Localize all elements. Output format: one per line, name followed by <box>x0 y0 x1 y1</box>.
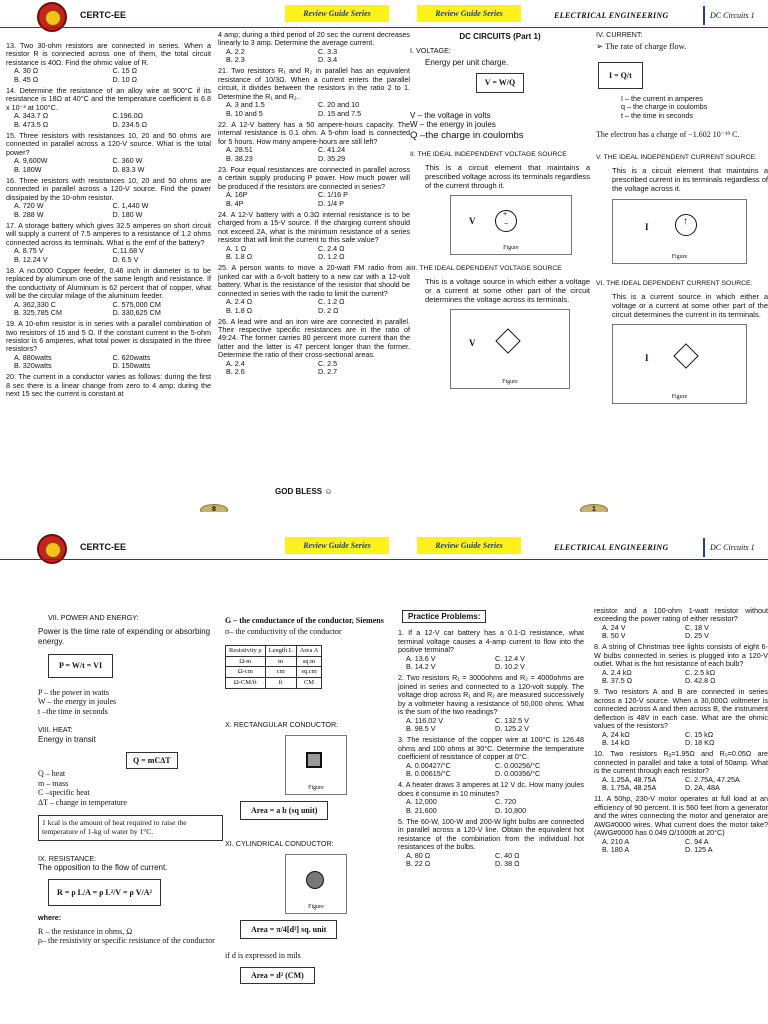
dependent-voltage-figure <box>450 309 570 389</box>
answer-choice: C. 2.75A, 47.25A <box>685 774 740 784</box>
answer-choice: C. 360 W <box>112 156 143 166</box>
cyl-area-formula: Area = π/4[d²] sq. unit <box>240 920 337 939</box>
answer-options <box>218 245 410 262</box>
answer-choice: C. 40 Ω <box>495 850 520 860</box>
answer-choice: C. 132.5 V <box>495 715 529 725</box>
question-item <box>6 222 211 264</box>
answer-choice: D. 10 Ω <box>112 74 138 84</box>
independent-voltage-text: This is a circuit element that maintains a prescribed voltage across its terminals regardless of the current through it. <box>425 162 590 190</box>
conductivity-definition: σ– the conductivity of the conductor <box>225 627 342 637</box>
answer-choice: C. 2.5 kΩ <box>685 667 716 677</box>
figure-caption: Figure <box>308 903 324 910</box>
answer-choice: B. 320watts <box>14 361 52 371</box>
answer-choice: B. 325,785 CM <box>14 308 62 318</box>
answer-options <box>594 776 768 793</box>
table-header-cell: Length L <box>265 645 296 656</box>
table-cell: sq.cm <box>296 667 322 678</box>
answer-choice: C. 1,440 W <box>112 201 149 211</box>
question-text: 4 amp; during a third period of 20 sec the current decreases linearly to 3 amp. Determine the average current. <box>218 30 410 48</box>
table-header-cell: Resistivity ρ <box>226 645 266 656</box>
kcal-note: 1 kcal is the amount of heat required to raise the temperature of 1-kg of water by 1°C. <box>38 815 223 841</box>
answer-choice: C. 41.24 <box>318 145 346 155</box>
question-item <box>218 318 410 377</box>
answer-choice: A. 362,330 C <box>14 299 56 309</box>
answer-choice: A. 24 kΩ <box>602 729 630 739</box>
current-definition: ➢ The rate of charge flow. <box>596 41 687 52</box>
question-text: 3. The resistance of the copper wire at 100°C is 126.48 ohms and 100 ohms at 30°C. Determine the temperature coefficient of resistance of copper at 0°C. <box>398 735 584 762</box>
answer-choice: C. 2.4 Ω <box>318 243 345 253</box>
table-cell: Ω-cm <box>226 667 266 678</box>
notes-column-3 <box>410 32 590 389</box>
answer-choice: D. 150watts <box>112 361 151 371</box>
heading-dependent-voltage-source: III. THE IDEAL DEPENDENT VOLTAGE SOURCE <box>410 265 562 273</box>
answer-choice: A. 3 and 1.5 <box>226 100 265 110</box>
answer-choice: A. 2.2 <box>226 46 245 56</box>
question-item <box>6 267 211 318</box>
voltage-definition: Energy per unit charge. <box>425 57 509 67</box>
answer-options <box>594 624 768 641</box>
heading-power-energy: VII. POWER AND ENERGY: <box>48 613 139 622</box>
answer-choice: A. 80 Ω <box>406 850 431 860</box>
power-def-p: P – the power in watts <box>38 687 110 697</box>
question-text: 4. A heater draws 3 amperes at 12 V dc. How many joules does it consume in 10 minutes? <box>398 780 584 798</box>
question-item <box>398 781 584 815</box>
answer-choice: B. 2.6 <box>226 367 245 377</box>
review-page-bottom <box>0 512 768 1024</box>
answer-choice: A. 28.51 <box>226 145 253 155</box>
figure-current-label: I <box>645 222 649 233</box>
rect-area-formula: Area = a b (sq unit) <box>240 801 328 820</box>
answer-choice: C. 15 Ω <box>112 66 138 76</box>
power-formula: P = W/t = VI <box>48 654 113 677</box>
figure-caption: Figure <box>502 378 518 385</box>
answer-choice: A. 1.25A, 48.75A <box>602 774 657 784</box>
heading-dependent-current-source: VI. THE IDEAL DEPENDENT CURRENT SOURCE: <box>596 280 753 288</box>
series-badge-left: Review Guide Series <box>285 5 389 22</box>
question-item <box>594 795 768 854</box>
answer-options <box>218 146 410 163</box>
power-def-t: t –the time in seconds <box>38 706 108 716</box>
answer-options <box>398 717 584 734</box>
series-badge-right: Review Guide Series <box>417 537 521 554</box>
voltage-def-w: W – the energy in joules <box>410 120 496 130</box>
dependent-voltage-text: This is a voltage source in which either a voltage or a current at some other part of the circuit determines the voltage across its terminals. <box>425 277 590 305</box>
heading-voltage: I. VOLTAGE: <box>410 46 451 56</box>
question-column-2 <box>218 31 410 379</box>
current-formula: I = Q/t <box>598 62 643 89</box>
header-divider <box>703 538 705 557</box>
answer-options <box>6 67 211 84</box>
power-def-w: W – the energy in joules <box>38 697 117 707</box>
question-text: 9. Two resistors A and B are connected in series across a 120-V source. When a 30,000Ω voltmeter is connected across A and then across B, the instrument deflection is 48V in each case. What are the ohmic values of the resistors? <box>594 687 768 731</box>
voltage-formula: V = W/Q <box>476 73 525 92</box>
answer-choice: B. 473.5 Ω <box>14 119 49 129</box>
resistance-def-rho: ρ– the resistivity or specific resistance of the conductor <box>38 936 215 946</box>
question-text: 16. Three resistors with resistances 10, 20 and 50 ohms are connected in parallel across a 120-V source. Find the power dissipated by the 10-ohm resistor. <box>6 175 211 202</box>
topic-title: DC Circuits 1 <box>710 11 755 20</box>
question-item <box>398 736 584 778</box>
current-def-t: t – the time in seconds <box>621 110 693 120</box>
question-item <box>398 818 584 869</box>
heading-resistance: IX. RESISTANCE: <box>38 853 97 863</box>
answer-options <box>218 191 410 208</box>
answer-choice: C.196.0Ω <box>112 111 144 121</box>
topic-title: DC Circuits 1 <box>710 543 755 552</box>
page-header <box>0 0 768 32</box>
figure-caption: Figure <box>671 254 688 261</box>
answer-options <box>218 48 410 65</box>
page-number-left: 8 <box>200 504 228 512</box>
question-text: 22. A 12-V battery has a 50 ampere-hours capacity. The internal resistance is 0.1 ohm. A 5-ohm load is connected for 5 hours. How many ampere-hours are still left? <box>218 119 410 146</box>
answer-choice: B. 50 V <box>602 631 626 641</box>
figure-caption: Figure <box>503 245 519 252</box>
answer-choice: A. 9,600W <box>14 156 48 166</box>
mils-note: if d is expressed in mils <box>225 951 301 961</box>
answer-choice: B. 1.8 Ω <box>226 252 253 262</box>
answer-choice: D. 35.29 <box>318 153 346 163</box>
header-rule <box>0 27 768 28</box>
question-item <box>398 629 584 671</box>
answer-choice: A. 0.00427/°C <box>406 760 451 770</box>
answer-choice: D. 125 A <box>685 845 713 855</box>
answer-choice: A. 210 A <box>602 836 630 846</box>
answer-choice: D. 1/4 P <box>318 198 344 208</box>
independent-current-text: This is a circuit element that maintains a prescribed current in its terminals regardless of the voltage across it. <box>612 165 768 193</box>
table-cell: CM <box>296 677 322 688</box>
answer-choice: C. 12.4 V <box>495 653 525 663</box>
answer-choice: A. 343.7 Ω <box>14 111 49 121</box>
answer-options <box>6 354 211 371</box>
answer-choice: A. 720 W <box>14 201 44 211</box>
question-text: 15. Three resistors with resistances 10, 20 and 50 ohms are connected in parallel across a 120-V source. What is the total power? <box>6 130 211 157</box>
answer-choice: B. 98.5 V <box>406 724 436 734</box>
practice-column-1 <box>398 610 584 871</box>
practice-list-1 <box>398 629 584 868</box>
question-text: 20. The current in a conductor varies as follows: during the first 8 sec there is a linear change from zero to 4 amp; during the next 15 sec the current is constant at <box>6 372 211 399</box>
question-item <box>594 643 768 685</box>
answer-options <box>594 838 768 855</box>
answer-choice: C. 94 A <box>685 836 709 846</box>
answer-choice: B. 14 kΩ <box>602 738 630 748</box>
answer-choice: B. 22 Ω <box>406 859 431 869</box>
rectangular-conductor-figure <box>285 735 347 795</box>
page-number-right: 1 <box>580 504 608 512</box>
header-divider <box>703 6 705 25</box>
answer-choice: B. 14.2 V <box>406 662 436 672</box>
answer-choice: B. 0.00615/°C <box>406 769 451 779</box>
answer-choice: C. 18 V <box>685 622 709 632</box>
figure-voltage-label: V <box>469 337 476 348</box>
answer-options <box>594 731 768 748</box>
section-title: DC CIRCUITS (Part 1) <box>459 32 541 41</box>
independent-current-figure <box>612 199 747 264</box>
answer-choice: A. 116.02 V <box>406 715 444 725</box>
answer-choice: B. 21,600 <box>406 805 437 815</box>
table-cell: Ω-CM/ft <box>226 677 266 688</box>
answer-options <box>218 360 410 377</box>
answer-choice: A. 8.75 V <box>14 246 44 256</box>
answer-choice: B. 1.75A, 48.25A <box>602 783 657 793</box>
answer-options <box>218 101 410 118</box>
answer-choice: D. 0.00356/°C <box>495 769 541 779</box>
dependent-current-figure <box>612 324 747 404</box>
table-header-cell: Area A <box>296 645 322 656</box>
rect-conductor-icon <box>306 752 322 768</box>
answer-choice: B. 10 and 5 <box>226 108 263 118</box>
answer-choice: B. 2.3 <box>226 55 245 65</box>
answer-options <box>594 669 768 686</box>
question-text: 18. A no.0000 Copper feeder, 0.46 inch in diameter is to be replaced by aluminum one of the same length and resistance. If the conductivity of Aluminum is 62 percent that of copper, what will be the circular milage of the aluminum feeder. <box>6 265 211 301</box>
notes-column-2 <box>225 616 393 984</box>
answer-choice: B. 12.24 V <box>14 254 48 264</box>
question-text: 17. A storage battery which gives 32.5 amperes on short circuit will supply a current of 7.5 amperes to a resistance of 1.2 ohms connected across its terminals. What is the emf of the battery? <box>6 220 211 247</box>
series-badge-left: Review Guide Series <box>285 537 389 554</box>
answer-choice: D. 10.2 V <box>495 662 525 672</box>
answer-choice: C. 0.00256/°C <box>495 760 541 770</box>
heat-def-dt: ΔT – change in temperature <box>38 797 127 807</box>
answer-choice: B. 1.8 Ω <box>226 305 253 315</box>
answer-choice: C. 3.3 <box>318 46 338 56</box>
answer-choice: A. 24 V <box>602 622 626 632</box>
practice-column-2 <box>594 607 768 857</box>
answer-choice: D. 18 KΩ <box>685 738 715 748</box>
heading-heat: VIII. HEAT: <box>38 725 73 735</box>
figure-voltage-label: V <box>469 216 476 227</box>
answer-options <box>6 112 211 129</box>
answer-choice: D. 15 and 7.5 <box>318 108 362 118</box>
header-rule <box>0 559 768 560</box>
answer-choice: D. 125.2 V <box>495 724 529 734</box>
question-item <box>398 674 584 733</box>
question-text: 24. A 12-V battery with a 0.3Ω internal resistance is to be charged from a 15-V source. If the charging current should not exceed 2A, what is the minimum resistance of a series resistor that will limit the current to this safe value? <box>218 209 410 245</box>
answer-choice: B. 38.23 <box>226 153 253 163</box>
figure-caption: Figure <box>671 393 688 400</box>
answer-choice: C. 720 <box>495 797 517 807</box>
department-title: ELECTRICAL ENGINEERING <box>554 11 669 20</box>
question-item <box>218 67 410 118</box>
dependent-current-text: This is a current source in which either a voltage or a current at some other part of the circuit determines the current in its terminals. <box>612 292 768 320</box>
answer-choice: C. 2.5 <box>318 358 338 368</box>
answer-choice: D. 83.3 W <box>112 164 145 174</box>
answer-choice: A. 2.4 <box>226 358 245 368</box>
heading-rectangular-conductor: X. RECTANGULAR CONDUCTOR: <box>225 719 339 729</box>
independent-voltage-figure <box>450 195 572 255</box>
answer-choice: D. 330,625 CM <box>112 308 161 318</box>
question-item <box>218 264 410 315</box>
answer-choice: A. 880watts <box>14 352 52 362</box>
answer-choice: B. 180W <box>14 164 42 174</box>
table-cell: m <box>265 656 296 667</box>
resistance-formula: R = ρ L/A = ρ L²/V = ρ V/A² <box>48 879 161 906</box>
question-text: 13. Two 30-ohm resistors are connected in series. When a resistor R is connected across one of them, the total circuit resistance is 40Ω. Find the ohmic value of R. <box>6 41 211 67</box>
answer-choice: B. 45 Ω <box>14 74 39 84</box>
answer-options <box>398 762 584 779</box>
brand-name: CERTC-EE <box>80 542 127 552</box>
table-cell: sq.m <box>296 656 322 667</box>
question-item <box>6 132 211 174</box>
series-badge-right: Review Guide Series <box>417 5 521 22</box>
resistance-def-r: R – the resistance in ohms, Ω <box>38 926 133 936</box>
answer-choice: D. 234.5 Ω <box>112 119 148 129</box>
question-item <box>218 166 410 208</box>
question-item <box>594 688 768 747</box>
current-def-i: I – the current in amperes <box>621 93 703 103</box>
answer-choice: A. 12,000 <box>406 797 437 807</box>
god-bless-footer: GOD BLESS ☺ <box>275 487 333 496</box>
cylindrical-conductor-figure <box>285 854 347 914</box>
heat-def-q: Q – heat <box>38 769 66 779</box>
question-text: 21. Two resistors R₁ and R₂ in parallel has an equivalent resistance of 10/3Ω. When a current enters the parallel circuit, it divides between the resistors in the ratio 2 to 1. Determine the R₁ and R₂. <box>218 66 410 101</box>
dependent-voltage-source-icon <box>495 328 520 353</box>
question-text: 11. A 50hp, 230-V motor operates at full load at an efficiency of 90 percent. It is 560 feet from a generator and the wires connecting the motor and generator are AWG#0000 wires. What current does the motor take? (AWG#0000 has 0.049 Ω/1000ft at 20°C) <box>594 794 768 838</box>
answer-choice: A. 30 Ω <box>14 66 39 76</box>
heat-def-m: m – mass <box>38 778 69 788</box>
answer-choice: B. 180 A <box>602 845 630 855</box>
heading-cylindrical-conductor: XI. CYLINDRICAL CONDUCTOR: <box>225 839 334 849</box>
question-text: 14. Determine the resistance of an alloy wire at 900°C if its resistance is 18Ω at 40°C and the temperature coefficient is 6.8 x 10⁻³ at 100°C. <box>6 85 211 112</box>
answer-choice: A. 1 Ω <box>226 243 247 253</box>
electron-charge-note: The electron has a charge of −1.602 10⁻¹⁹ C. <box>596 130 740 140</box>
answer-choice: B. 288 W <box>14 209 44 219</box>
voltage-def-v: V – the voltage in volts <box>410 110 491 120</box>
answer-choice: D. 3.4 <box>318 55 338 65</box>
question-item <box>218 31 410 65</box>
question-item <box>6 320 211 371</box>
question-text: resistor and a 100-ohm 1-watt resistor without exceeding the power rating of either resistor? <box>594 606 768 624</box>
current-source-icon: ↑ <box>675 214 697 236</box>
question-item <box>218 211 410 262</box>
answer-options <box>398 852 584 869</box>
cyl-conductor-icon <box>306 871 324 889</box>
answer-choice: B. 4P <box>226 198 244 208</box>
answer-choice: D. 2.7 <box>318 367 338 377</box>
answer-choice: D. 38 Ω <box>495 859 520 869</box>
answer-choice: D. 2A, 48A <box>685 783 720 793</box>
notes-column-1 <box>38 614 223 946</box>
answer-choice: C. 1/16 P <box>318 190 348 200</box>
answer-choice: D. 1.2 Ω <box>318 252 345 262</box>
question-text: 19. A 10-ohm resistor is in series with a parallel combination of two resistors of 15 and 5 Ω. If the constant current in the 5-ohm resistor is 6 amperes, what total power is dissipated in the three resistors? <box>6 319 211 354</box>
voltage-def-q: Q –the charge in coulombs <box>410 129 524 141</box>
answer-options <box>6 301 211 318</box>
answer-choice: A. 2.4 kΩ <box>602 667 632 677</box>
voltage-source-icon: + − <box>495 210 517 232</box>
resistance-definition: The opposition to the flow of current. <box>38 863 168 873</box>
figure-current-label: I <box>645 352 649 363</box>
question-item <box>6 373 211 398</box>
table-cell: Ω-m <box>226 656 266 667</box>
answer-choice: A. 2.4 Ω <box>226 297 253 307</box>
mils-area-formula: Area = d² (CM) <box>240 967 315 984</box>
answer-choice: C. 575,000 CM <box>112 299 161 309</box>
question-item <box>594 750 768 792</box>
heading-current: IV. CURRENT: <box>596 30 643 39</box>
answer-choice: A. 13.6 V <box>406 653 436 663</box>
question-text: 10. Two resistors Rₐ=1.95Ω and R₀=0.05Ω are connected in parallel and take a total of 50amp. What is the current through each resistor? <box>594 749 768 776</box>
page-header <box>0 532 768 564</box>
heading-independent-voltage-source: II. THE IDEAL INDEPENDENT VOLTAGE SOURCE <box>410 150 567 158</box>
conductance-definition: G – the conductance of the conductor, Siemens <box>225 616 384 625</box>
question-text: 23. Four equal resistances are connected in parallel across a certain supply producing P power. How much power will be produced if the resistors are connected in series? <box>218 164 410 191</box>
table-cell: cm <box>265 667 296 678</box>
answer-choice: D. 10,800 <box>495 805 527 815</box>
question-text: 5. The 60-W, 100-W and 200-W light bulbs are connected in parallel across a 120-V line. Obtain the equivalent hot resistance of the combination from the individual hot resistances of the bulbs. <box>398 816 584 852</box>
answer-choice: D. 6.5 V <box>112 254 139 264</box>
question-text: 2. Two resistors R₁ = 3000ohms and R₂ = 4000ohms are joined in series and connected to a 120-volt supply. The voltage drop across R₁ and R₂ are measured successively by a voltmeter having a resistance of 50,000 ohms. What is the sum of the two readings? <box>398 673 584 717</box>
brand-name: CERTC-EE <box>80 10 127 20</box>
heading-independent-current-source: V. THE IDEAL INDEPENDENT CURRENT SOURCE: <box>596 153 757 161</box>
answer-options <box>6 157 211 174</box>
answer-choice: A. 16P <box>226 190 248 200</box>
answer-choice: D. 25 V <box>685 631 709 641</box>
question-item <box>6 42 211 84</box>
heat-def-c: C –specific heat <box>38 788 90 798</box>
answer-choice: D. 42.8 Ω <box>685 676 716 686</box>
question-text: 1. If a 12-V car battery has a 0.1-Ω resistance, what terminal voltage causes a 4-amp current to flow into the positive terminal? <box>398 628 584 655</box>
question-item <box>594 607 768 641</box>
table-cell: ft <box>265 677 296 688</box>
answer-options <box>398 798 584 815</box>
question-text: 26. A lead wire and an iron wire are connected in parallel. Their respective specific resistances are in the ratio of 49:24. The former carries 80 percent more current than the latter and the latter is 47 percent longer than the former. Determine the ratio of their cross-sectional areas. <box>218 316 410 360</box>
answer-choice: C.11.68 V <box>112 246 144 256</box>
question-text: 25. A person wants to move a 20-watt FM radio from a junked car with a 6-volt battery to a new car with a 12-volt battery. What is the resistance of the resistor that should be connected in series with the radio to limit the current? <box>218 263 410 298</box>
notes-column-4 <box>596 31 768 404</box>
answer-choice: C. 20 and 10 <box>318 100 360 110</box>
answer-options <box>218 298 410 315</box>
answer-choice: B. 37.5 Ω <box>602 676 633 686</box>
heat-formula: Q = mCΔT <box>126 752 178 769</box>
answer-choice: D. 2 Ω <box>318 305 339 315</box>
answer-options <box>6 202 211 219</box>
answer-options <box>6 247 211 264</box>
figure-caption: Figure <box>308 784 324 791</box>
answer-choice: C. 15 kΩ <box>685 729 714 739</box>
answer-choice: D. 180 W <box>112 209 143 219</box>
question-column-1 <box>6 42 211 401</box>
question-item <box>6 177 211 219</box>
units-table <box>225 645 322 689</box>
current-def-q: q – the charge in coulombs <box>621 102 708 112</box>
question-item <box>6 87 211 129</box>
heat-definition: Energy in transit <box>38 734 96 744</box>
power-definition: Power is the time rate of expending or absorbing energy. <box>38 627 211 646</box>
answer-choice: C. 1.2 Ω <box>318 297 345 307</box>
question-item <box>218 121 410 163</box>
where-label: where: <box>38 913 62 923</box>
answer-options <box>398 655 584 672</box>
question-text: 8. A string of Christmas tree lights consists of eight 6-W bulbs connected in series is plugged into a 120-V outlet. What is the hot resistance of each bulb? <box>594 642 768 669</box>
practice-problems-heading: Practice Problems: <box>402 610 486 623</box>
answer-choice: C. 620watts <box>112 352 151 362</box>
department-title: ELECTRICAL ENGINEERING <box>554 543 669 552</box>
dependent-current-source-icon <box>673 343 698 368</box>
